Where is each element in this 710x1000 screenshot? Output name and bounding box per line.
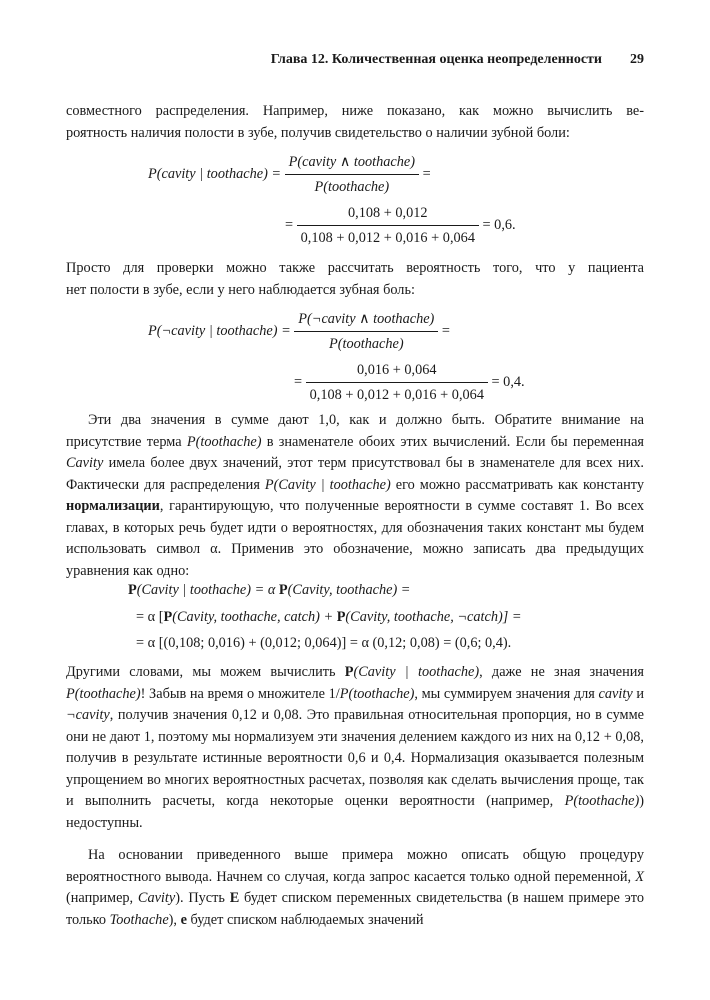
text-run: ), bbox=[168, 911, 181, 928]
text-run: P(Cavity | toothache) bbox=[264, 476, 391, 493]
text-run: , получив значения 0,12 и 0,08. Это правильная относительная пропорция, но в сумме они не дают 1, поэтому мы нормализуем эти значения делением каждого из них на 0,12 + 0,08, получив в результате истинные вероятности 0,6 и 0,4. Нормализация оказывается полезным упрощением во многих вероятностных расчетах, позволяя как сделать вычисления проще, так и выполнить расчеты, когда некоторые оценки вероятности (например, bbox=[66, 707, 644, 809]
text-run: в знаменателе обоих этих вычислений. Если бы переменная bbox=[261, 433, 644, 450]
text-run: P(toothache) bbox=[339, 685, 415, 702]
numerator: P(¬cavity ∧ toothache) bbox=[294, 309, 438, 332]
paragraph-other-words bbox=[66, 662, 644, 834]
text-run: P bbox=[278, 582, 288, 598]
numerator: 0,016 + 0,064 bbox=[306, 360, 488, 383]
text-run: , гарантирующую, что полученные вероятности в сумме составят 1. Во всех главах, в которых речь будет идти о вероятностях, для обозначения таких констант мы будем использовать символ α. Применив это обозначение, можно записать два предыдущих уравнения как одно: bbox=[66, 498, 644, 579]
text-run: и bbox=[632, 685, 644, 702]
text-run: (Cavity | toothache) = α bbox=[136, 582, 279, 598]
equation-lhs: P(¬cavity | toothache) = bbox=[148, 322, 291, 339]
fraction bbox=[306, 360, 488, 405]
fraction bbox=[294, 309, 438, 354]
denominator: P(toothache) bbox=[328, 336, 404, 352]
text-run: P bbox=[128, 582, 137, 598]
text-run: будет списком переменных свидетельства (в нашем примере это только bbox=[66, 890, 644, 928]
text-run: (Cavity, toothache, ¬catch)] = bbox=[345, 609, 522, 625]
denominator: 0,108 + 0,012 + 0,016 + 0,064 bbox=[309, 387, 484, 403]
text-run: P bbox=[336, 609, 346, 625]
denominator: P(toothache) bbox=[314, 179, 390, 195]
text-run: P bbox=[344, 664, 354, 680]
numerator: 0,108 + 0,012 bbox=[297, 203, 479, 226]
equation-cavity-numeric bbox=[285, 203, 516, 248]
equation-alpha-line3 bbox=[136, 633, 511, 653]
equals-sign: = bbox=[285, 216, 294, 233]
page-number: 29 bbox=[630, 52, 644, 67]
text-run: P(toothache) bbox=[186, 433, 262, 450]
text-run: P(toothache) bbox=[66, 685, 141, 702]
paragraph-check bbox=[66, 258, 644, 301]
text-run: , мы суммируем значения для bbox=[414, 685, 599, 702]
equals-sign: = bbox=[441, 322, 450, 339]
text-line: нет полости в зубе, если у него наблюдается зубная боль: bbox=[66, 281, 415, 298]
text-run: (например, bbox=[66, 890, 138, 906]
equation-not-cavity-numeric bbox=[294, 360, 525, 405]
text-run: P bbox=[163, 609, 173, 625]
equals-sign: = bbox=[422, 165, 431, 182]
text-run: Cavity bbox=[137, 890, 176, 906]
text-run: (Cavity, toothache, catch) + bbox=[172, 609, 337, 625]
term-bold: нормализации bbox=[66, 498, 160, 514]
equation-lhs: P(cavity | toothache) = bbox=[148, 165, 282, 182]
running-header bbox=[66, 52, 644, 72]
text-run: ¬cavity bbox=[66, 707, 110, 723]
paragraph-normalization bbox=[66, 410, 644, 582]
text-run: e bbox=[180, 911, 187, 928]
text-run: Toothache bbox=[109, 911, 169, 928]
text-run: Эти два значения в сумме дают 1,0, как и должно быть. Обратите внимание на присутствие терма bbox=[66, 412, 644, 450]
text-run: будет списком наблюдаемых значений bbox=[186, 911, 424, 928]
equation-cavity bbox=[148, 152, 431, 197]
text-run: имела более двух значений, этот терм присутствовал бы в знаменателе для всех них. Фактически для распределения bbox=[66, 455, 644, 493]
paragraph-general-procedure bbox=[66, 845, 644, 931]
chapter-title: Глава 12. Количественная оценка неопределенности bbox=[270, 52, 602, 67]
text-line: Просто для проверки можно также рассчитать вероятность того, что у пациента bbox=[66, 260, 644, 276]
text-run: X bbox=[635, 868, 644, 885]
text-run: E bbox=[229, 890, 240, 906]
text-run: (Cavity, toothache) = bbox=[287, 582, 411, 598]
numerator: P(cavity ∧ toothache) bbox=[285, 152, 419, 175]
text-run: = α [ bbox=[136, 609, 164, 625]
text-line: совместного распределения. Например, ниже показано, как можно вычислить ве- bbox=[66, 103, 644, 119]
text-run: Другими словами, мы можем вычислить bbox=[66, 664, 345, 680]
equation-result: = 0,6. bbox=[482, 216, 516, 233]
text-run: = α [(0,108; 0,016) + (0,012; 0,064)] = α (0,12; 0,08) = (0,6; 0,4). bbox=[136, 635, 512, 651]
text-run: ! Забыв на время о множителе 1/ bbox=[140, 685, 340, 702]
paragraph-intro bbox=[66, 101, 644, 144]
equals-sign: = bbox=[294, 373, 303, 390]
text-run: (Cavity | toothache) bbox=[353, 664, 480, 680]
equation-alpha-line2 bbox=[136, 607, 522, 627]
text-run: Cavity bbox=[66, 455, 104, 471]
equation-result: = 0,4. bbox=[491, 373, 525, 390]
text-run: P(toothache) bbox=[564, 793, 640, 809]
text-line: роятность наличия полости в зубе, получив свидетельство о наличии зубной боли: bbox=[66, 124, 570, 141]
equation-alpha-line1 bbox=[128, 580, 410, 600]
denominator: 0,108 + 0,012 + 0,016 + 0,064 bbox=[300, 230, 475, 246]
text-run: ). Пусть bbox=[175, 890, 230, 906]
equation-not-cavity bbox=[148, 309, 450, 354]
fraction bbox=[297, 203, 479, 248]
text-run: ) недоступны. bbox=[66, 793, 644, 831]
fraction bbox=[285, 152, 419, 197]
text-run: cavity bbox=[598, 685, 633, 702]
text-run: , даже не зная значения bbox=[479, 664, 644, 680]
text-run: его можно рассматривать как константу bbox=[390, 476, 644, 493]
text-run: На основании приведенного выше примера можно описать общую процедуру вероятностного вывода. Начнем со случая, когда запрос касается только одной переменной, bbox=[66, 847, 644, 885]
